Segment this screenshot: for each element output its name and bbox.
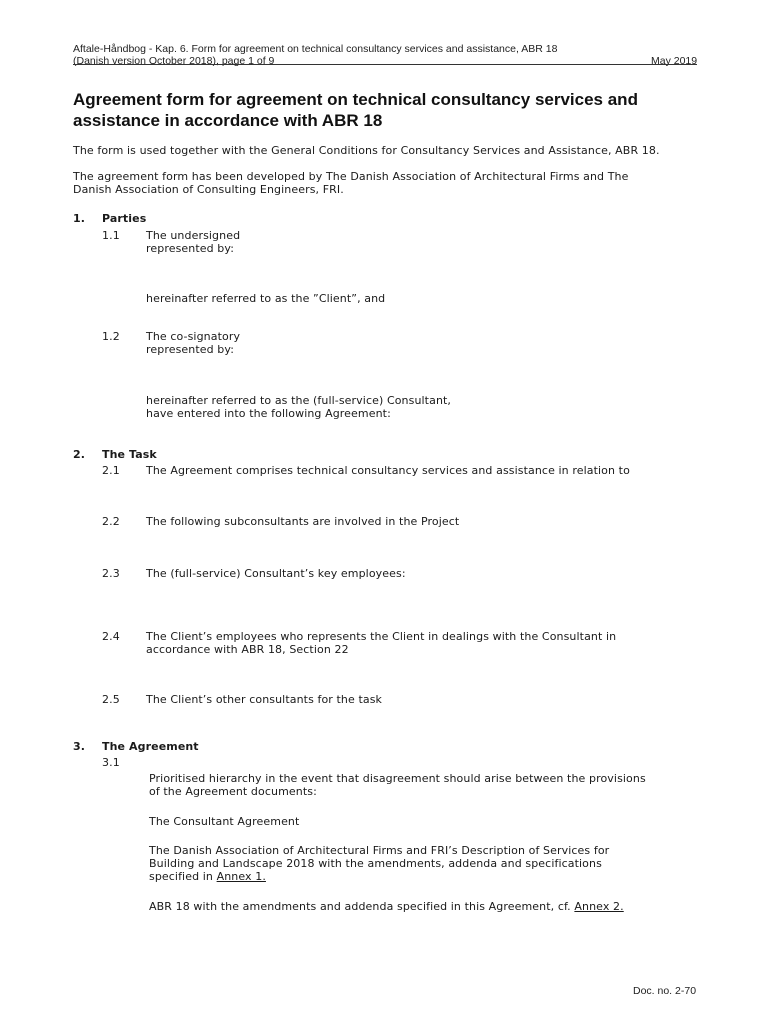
header-rule xyxy=(73,64,697,65)
item-1-1-number: 1.1 xyxy=(102,229,120,242)
item-1-2-reference-line2: have entered into the following Agreement: xyxy=(146,407,391,420)
running-header-line2: (Danish version October 2018), page 1 of 9 xyxy=(73,55,275,67)
item-1-2-line1: The co-signatory xyxy=(146,330,241,343)
item-2-3-number: 2.3 xyxy=(102,567,120,580)
item-2-1-text: The Agreement comprises technical consultancy services and assistance in relation to xyxy=(146,464,630,477)
item-2-5-number: 2.5 xyxy=(102,693,120,706)
item-1-2-number: 1.2 xyxy=(102,330,120,343)
item-2-4-line2: accordance with ABR 18, Section 22 xyxy=(146,643,349,656)
running-header-line1: Aftale-Håndbog - Kap. 6. Form for agreement on technical consultancy services and assistance, ABR 18 xyxy=(73,43,558,55)
document-title-line2: assistance in accordance with ABR 18 xyxy=(73,111,383,130)
header-date: May 2019 xyxy=(651,55,698,67)
item-1-2-line2: represented by: xyxy=(146,343,235,356)
intro-paragraph-2-line1: The agreement form has been developed by The Danish Association of Architectural Firms and The xyxy=(73,170,629,183)
item-3-1-paragraph-3-line1: The Danish Association of Architectural Firms and FRI’s Description of Services for xyxy=(149,844,610,857)
intro-paragraph-1: The form is used together with the General Conditions for Consultancy Services and Assistance, ABR 18. xyxy=(73,144,660,157)
section-1-number: 1. xyxy=(73,212,86,225)
item-1-1-line1: The undersigned xyxy=(146,229,241,242)
annex-1-prefix: specified in xyxy=(149,870,217,883)
item-3-1-paragraph-3-line2: Building and Landscape 2018 with the amendments, addenda and specifications xyxy=(149,857,602,870)
item-3-1-number: 3.1 xyxy=(102,756,120,769)
item-2-2-number: 2.2 xyxy=(102,515,120,528)
document-title-line1: Agreement form for agreement on technical consultancy services and xyxy=(73,90,638,109)
section-3-number: 3. xyxy=(73,740,86,753)
item-3-1-paragraph-1-line2: of the Agreement documents: xyxy=(149,785,317,798)
item-1-1-line2: represented by: xyxy=(146,242,235,255)
item-3-1-paragraph-1-line1: Prioritised hierarchy in the event that disagreement should arise between the provisions xyxy=(149,772,646,785)
annex-2-prefix: ABR 18 with the amendments and addenda specified in this Agreement, cf. xyxy=(149,900,575,913)
item-3-1-paragraph-2: The Consultant Agreement xyxy=(149,815,300,828)
section-2-number: 2. xyxy=(73,448,86,461)
section-2-title: The Task xyxy=(102,448,157,461)
item-2-5-text: The Client’s other consultants for the task xyxy=(146,693,383,706)
section-3-title: The Agreement xyxy=(102,740,199,753)
item-2-3-text: The (full-service) Consultant’s key employees: xyxy=(146,567,406,580)
item-3-1-paragraph-4 xyxy=(149,900,624,914)
document-number: Doc. no. 2-70 xyxy=(633,985,697,997)
section-1-title: Parties xyxy=(102,212,147,225)
item-1-1-reference: hereinafter referred to as the ”Client”, and xyxy=(146,292,386,305)
item-2-4-number: 2.4 xyxy=(102,630,120,643)
item-2-4-line1: The Client’s employees who represents the Client in dealings with the Consultant in xyxy=(146,630,617,643)
item-2-2-text: The following subconsultants are involved in the Project xyxy=(146,515,460,528)
item-3-1-paragraph-3-line3 xyxy=(149,870,266,884)
item-1-2-reference-line1: hereinafter referred to as the (full-service) Consultant, xyxy=(146,394,452,407)
annex-2-link[interactable]: Annex 2. xyxy=(574,900,624,913)
item-2-1-number: 2.1 xyxy=(102,464,120,477)
annex-1-link[interactable]: Annex 1. xyxy=(216,870,266,883)
intro-paragraph-2-line2: Danish Association of Consulting Engineers, FRI. xyxy=(73,183,344,196)
